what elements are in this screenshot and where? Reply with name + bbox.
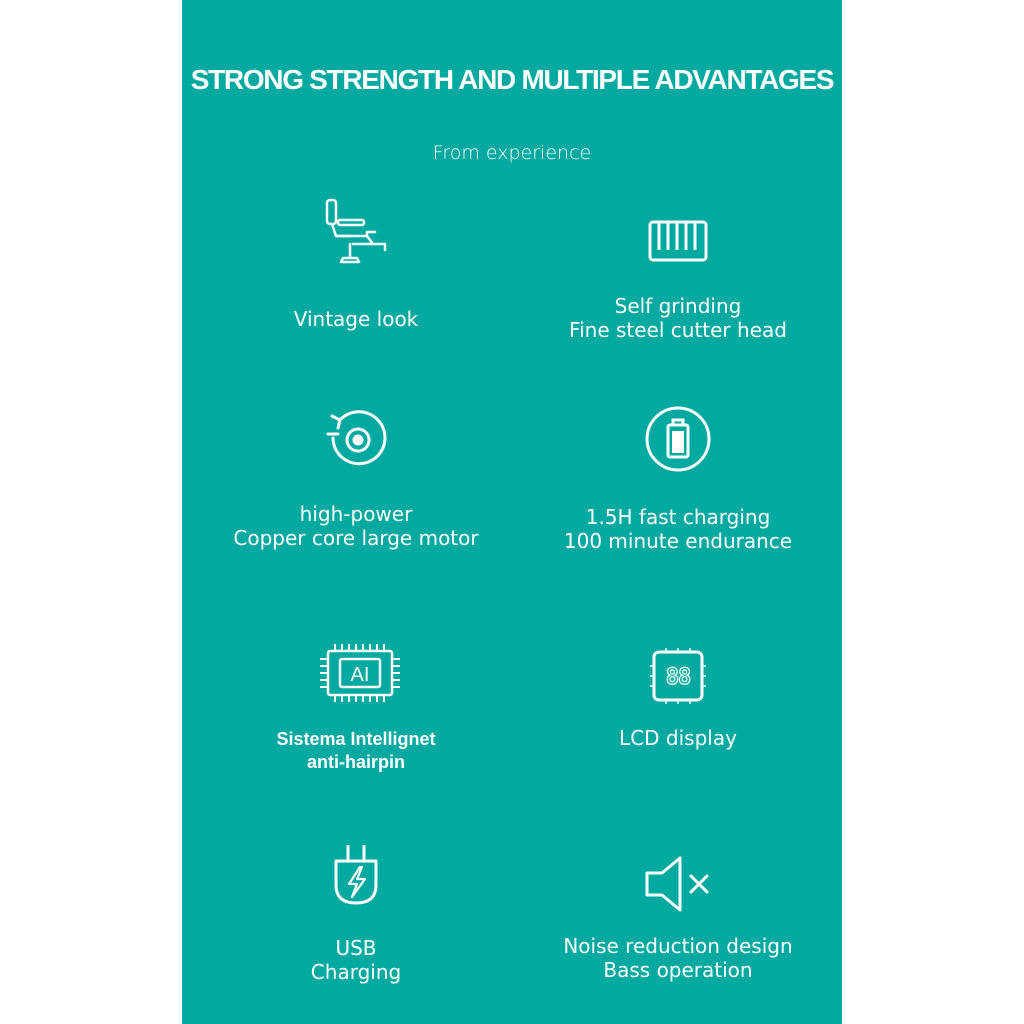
feature-label: Sistema Intellignet anti-hairpin xyxy=(276,729,436,772)
motor-rotation-icon xyxy=(326,406,390,470)
feature-label: 1.5H fast charging 100 minute endurance xyxy=(563,505,793,553)
page-subtitle: From experience xyxy=(432,142,592,164)
feature-panel xyxy=(182,0,842,1024)
battery-icon xyxy=(644,405,712,473)
comb-icon xyxy=(647,218,709,264)
svg-text:88: 88 xyxy=(665,665,691,690)
feature-label: high-power Copper core large motor xyxy=(233,502,479,550)
speaker-mute-icon xyxy=(644,855,714,913)
lcd-display-icon xyxy=(648,646,708,706)
barber-chair-icon xyxy=(323,196,391,268)
svg-text:AI: AI xyxy=(350,664,370,686)
feature-label: Noise reduction design Bass operation xyxy=(563,934,793,982)
usb-plug-icon xyxy=(332,843,382,907)
feature-label: LCD display xyxy=(619,726,737,750)
feature-label: Vintage look xyxy=(293,307,419,331)
ai-chip-icon xyxy=(318,642,402,704)
page-title: STRONG STRENGTH AND MULTIPLE ADVANTAGES xyxy=(190,64,834,95)
feature-label: USB Charging xyxy=(310,936,402,984)
feature-label: Self grinding Fine steel cutter head xyxy=(569,294,787,342)
